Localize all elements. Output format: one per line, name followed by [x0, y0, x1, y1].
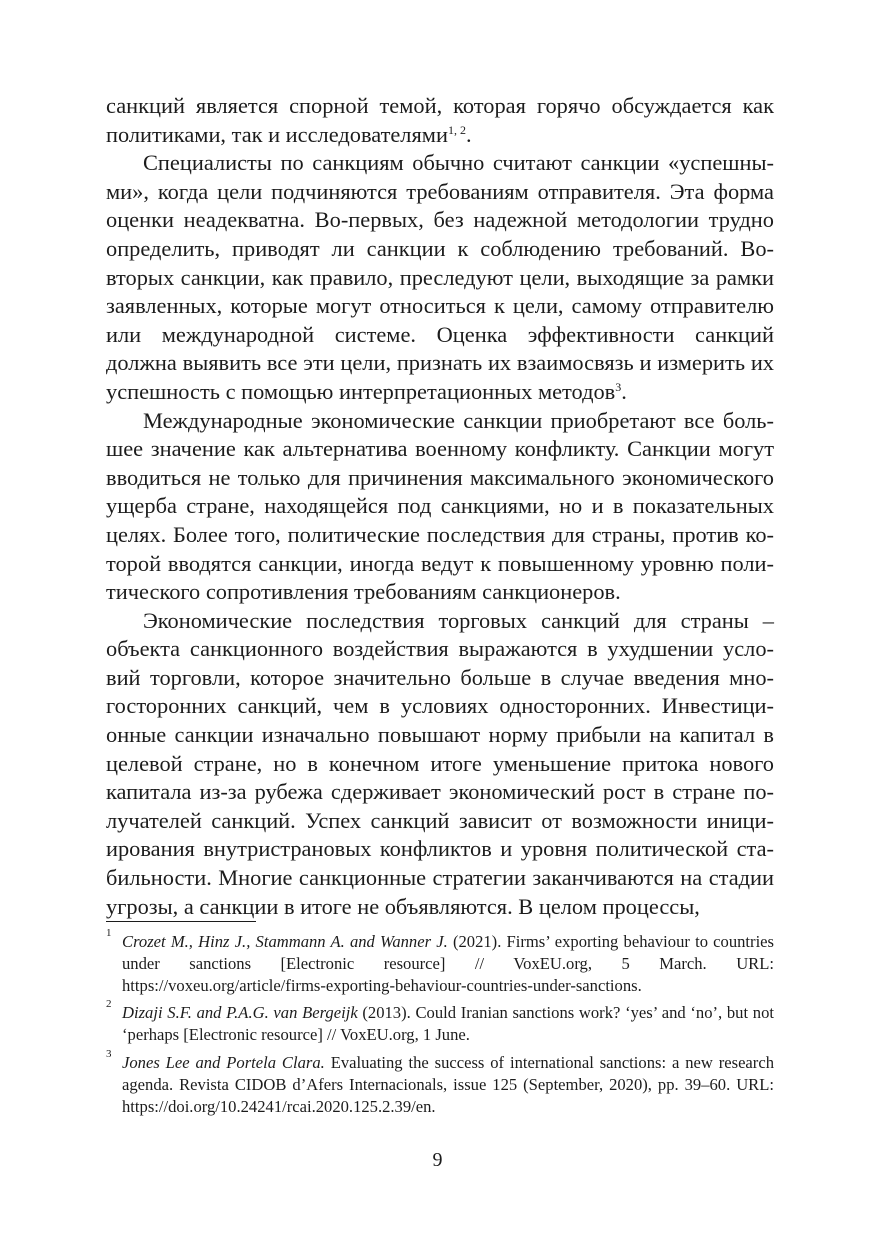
footnote-separator	[106, 921, 256, 922]
footnote-text: Evaluating the success of international sanctions: a new research agenda. Revista CIDOB d’Afers Internacionals, issue 125 (September, 2020), pp. 39–60. URL: https://doi.org/10.24241/rcai.2020.125.2.39/en.	[122, 1052, 774, 1116]
footnote-number: 3	[106, 1047, 112, 1060]
footnote-authors: Jones Lee and Portela Clara.	[122, 1052, 325, 1072]
main-text	[106, 92, 774, 921]
footnote-text: (2013). Could Iranian sanctions work? ‘yes’ and ‘no’, but not ‘perhaps [Electronic resource] // VoxEU.org, 1 June.	[122, 1003, 774, 1045]
footnote-number: 1	[106, 927, 112, 939]
paragraph-1: санкций является спорной темой, которая горячо обсуждается как политиками, так и исследователями$^{1, 2}$.	[106, 93, 774, 147]
footnote-authors: Crozet M., Hinz J., Stammann A. and Wanner J.	[122, 932, 448, 951]
footnote-text: (2021). Firms’ exporting behaviour to countries under sanctions [Electronic resource] // VoxEU.org, 5 March. URL: https://voxeu.org/article/firms-exporting-behaviour-countries-under-sanctions.	[122, 932, 775, 995]
footnote-number: 2	[106, 998, 112, 1011]
footnote-ref-3[interactable]: 3	[615, 379, 622, 394]
paragraph-4: Экономические последствия торговых санкций для страны – объекта санкционного воздействия выражаются в ухудшении условий торговли, которое значительно больше в случае введения многосторонних санкций, чем в условиях односторонних. Инвестиционные санкции изначально повышают норму прибыли на капитал в целевой стране, но в конечном итоге уменьшение притока нового капитала из-за рубежа сдерживает экономический рост в стране получателей санкций. Успех санкций зависит от возможности инициирования внутристрановых конфликтов и уровня политической стабильности. Многие санкционные стратегии заканчиваются на стадии угрозы, а санкции в итоге не объявляются. В целом процессы,	[106, 607, 774, 919]
footnotes	[106, 927, 775, 1123]
page-number: 9	[432, 1149, 443, 1171]
footnote-1	[106, 927, 775, 996]
paragraph-2-text: Специалисты по санкциям обычно считают санкции «успешными», когда цели подчиняются требованиям отправителя. Эта форма оценки неадекватна. Во-первых, без надежной методологии трудно определить, приводят ли санкции к соблюдению требований. Во-вторых санкции, как правило, преследуют цели, выходящие за рамки заявленных, которые могут относиться к цели, самому отправителю или международной системе. Оценка эффективности санкций должна выявить все эти цели, признать их взаимосвязь и измерить их успешность с помощью интерпретационных методов	[106, 150, 774, 404]
paragraph-3: Международные экономические санкции приобретают все большее значение как альтернатива военному конфликту. Санкции могут вводиться не только для причинения максимального экономического ущерба стране, находящейся под санкциями, но и в показательных целях. Более того, политические последствия для страны, против которой вводятся санкции, иногда ведут к повышенному уровню политического сопротивления требованиям санкционеров.	[106, 407, 774, 605]
footnote-3	[106, 1047, 774, 1117]
paragraph-1-text: санкций является спорной темой, которая горячо обсуждается как политиками, так и исследователями	[106, 93, 774, 147]
paragraph-2: Специалисты по санкциям обычно считают санкции «успешными», когда цели подчиняются требованиям отправителя. Эта форма оценки неадекватна. Во-первых, без надежной методологии трудно определить, приводят ли санкции к соблюдению требований. Во-вторых санкции, как правило, преследуют цели, выходящие за рамки заявленных, которые могут относиться к цели, самому отправителю или международной системе. Оценка эффективности санкций должна выявить все эти цели, признать их взаимосвязь и измерить их успешность с помощью интерпретационных методов$^3$.	[106, 150, 774, 404]
footnote-authors: Dizaji S.F. and P.A.G. van Bergeijk	[122, 1003, 358, 1023]
footnote-2	[106, 998, 774, 1046]
footnote-ref-1-2[interactable]: 1, 2	[447, 122, 466, 137]
